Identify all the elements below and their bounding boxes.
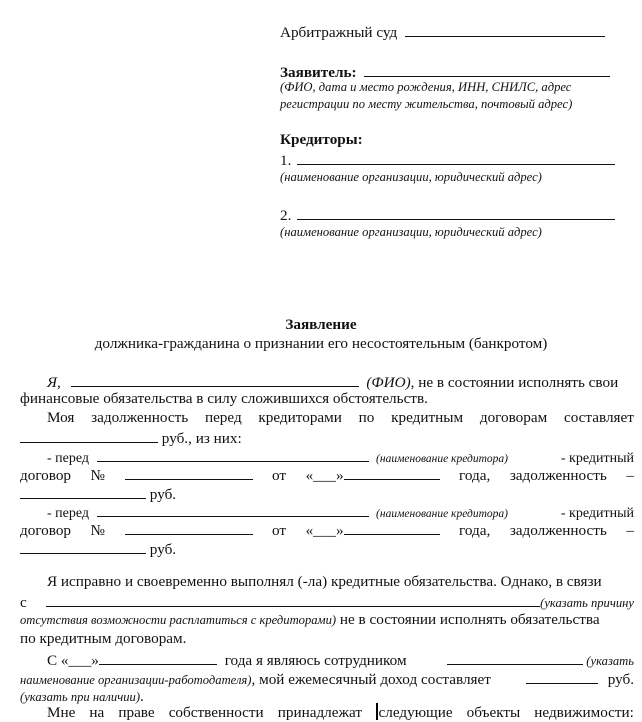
p2-line1 [47, 409, 634, 427]
debt-suffix: - кредитный [560, 506, 634, 521]
creditor-name-blank[interactable] [97, 502, 369, 517]
employment-date-quote[interactable]: С «___» [47, 652, 99, 669]
date-blank[interactable] [344, 465, 440, 480]
creditors-label: Кредиторы: [280, 131, 363, 148]
creditor-1-blank[interactable] [297, 150, 615, 165]
fio-blank[interactable] [71, 372, 359, 387]
currency: руб. [149, 486, 177, 503]
p1-line1 [20, 372, 634, 392]
currency: руб. [149, 541, 177, 558]
word: недвижимости: [534, 704, 634, 721]
p4-line2 [20, 669, 634, 689]
word: Моя [47, 409, 75, 426]
word: кредиторами [258, 409, 342, 426]
p3-line4: по кредитным договорам. [20, 630, 187, 647]
debt-label: задолженность [509, 522, 607, 539]
contract-label: договор [20, 522, 72, 539]
debt-amount-blank[interactable] [20, 484, 146, 499]
word: собственности [168, 704, 264, 721]
text-cursor [376, 703, 378, 720]
creditor-1-hint: (наименование организации, юридический адрес) [280, 170, 542, 184]
p3-line2 [20, 592, 634, 612]
contract-number-blank[interactable] [125, 465, 253, 480]
employer-hint: (указать [586, 654, 634, 668]
creditor-hint: (наименование кредитора) [376, 508, 508, 520]
p3-start: с [20, 594, 27, 611]
debt-amount-blank[interactable] [20, 539, 146, 554]
creditor-2-blank[interactable] [297, 205, 615, 220]
date-blank[interactable] [344, 520, 440, 535]
income-hint: (указать при наличии) [20, 690, 141, 704]
p3-rest: не в состоянии исполнять обязательства [336, 611, 600, 628]
p5-line1 [47, 703, 634, 722]
word: составляет [563, 409, 634, 426]
employer-blank[interactable] [447, 650, 583, 665]
dash: – [626, 522, 634, 539]
creditor-2-line [280, 205, 615, 225]
creditor-1-line [280, 150, 615, 170]
p2-line2-end: руб., из них: [161, 430, 242, 447]
number-sign: № [90, 522, 106, 539]
word: праве [118, 704, 155, 721]
from-label: от [272, 522, 287, 539]
p4-employee: года я являюсь сотрудником [224, 652, 407, 669]
p1-fio: (ФИО) [366, 374, 411, 391]
court-label: Арбитражный суд [280, 24, 398, 41]
word: задолженность [91, 409, 189, 426]
year-label: года, [459, 467, 491, 484]
word: договорам [479, 409, 548, 426]
debt-item-1-line1 [20, 447, 634, 467]
p4-line1 [20, 650, 634, 670]
document-subtitle: должника-гражданина о признании его несостоятельным (банкротом) [94, 335, 548, 352]
employer-hint-cont: наименование организации-работодателя) [20, 673, 252, 687]
p3-line1: Я исправно и своевременно выполнял (-ла) кредитные обязательства. Однако, в связи [47, 573, 602, 590]
word: объекты [466, 704, 521, 721]
dash: – [626, 467, 634, 484]
contract-label: договор [20, 467, 72, 484]
creditor-1-number: 1. [280, 152, 292, 169]
from-label: от [272, 467, 287, 484]
creditor-2-number: 2. [280, 207, 292, 224]
applicant-label: Заявитель: [280, 64, 357, 81]
creditor-2-hint: (наименование организации, юридический адрес) [280, 225, 542, 239]
court-name-blank[interactable] [405, 22, 605, 37]
debt-item-2-line1 [20, 502, 634, 522]
debt-prefix: - перед [47, 451, 90, 466]
court-line [280, 22, 605, 42]
debt-prefix: - перед [47, 506, 90, 521]
p4-income: , мой ежемесячный доход составляет [251, 671, 491, 688]
reason-hint-cont: отсутствия возможности расплатиться с кредиторами) [20, 613, 337, 627]
debt-suffix: - кредитный [560, 451, 634, 466]
reason-blank[interactable] [46, 592, 540, 607]
word: на [89, 704, 105, 721]
contract-number-blank[interactable] [125, 520, 253, 535]
applicant-line [280, 62, 610, 82]
income-blank[interactable] [526, 669, 598, 684]
date-quote[interactable]: «___» [305, 467, 344, 484]
p1-start: Я, [47, 374, 61, 391]
debt-item-1-line3 [20, 484, 634, 504]
debt-label: задолженность [509, 467, 607, 484]
word: по [358, 409, 375, 426]
year-label: года, [459, 522, 491, 539]
word: Мне [47, 704, 76, 721]
applicant-hint-1: (ФИО, дата и место рождения, ИНН, СНИЛС, адрес [280, 80, 572, 94]
period: . [140, 688, 144, 705]
creditor-hint: (наименование кредитора) [376, 453, 508, 465]
document-title: Заявление [285, 316, 357, 333]
word: кредитным [391, 409, 464, 426]
p3-line3 [20, 611, 634, 629]
number-sign: № [90, 467, 106, 484]
creditor-name-blank[interactable] [97, 447, 369, 462]
debt-item-2-line2 [20, 520, 634, 540]
reason-hint: (указать причину [540, 596, 634, 610]
word: принадлежат [277, 704, 362, 721]
total-debt-blank[interactable] [20, 428, 158, 443]
word: следующие [378, 704, 453, 721]
debt-item-1-line2 [20, 465, 634, 485]
applicant-blank[interactable] [364, 62, 610, 77]
employment-date-blank[interactable] [99, 650, 217, 665]
p1-rest: , не в состоянии исполнять свои [410, 374, 619, 391]
income-currency: руб. [607, 671, 634, 688]
debt-item-2-line3 [20, 539, 634, 559]
applicant-hint-2: регистрации по месту жительства, почтовый адрес) [280, 97, 573, 111]
p2-line2 [20, 428, 634, 448]
p1-line2: финансовые обязательства в силу сложившихся обстоятельств. [20, 390, 428, 407]
word: перед [204, 409, 242, 426]
date-quote[interactable]: «___» [305, 522, 344, 539]
